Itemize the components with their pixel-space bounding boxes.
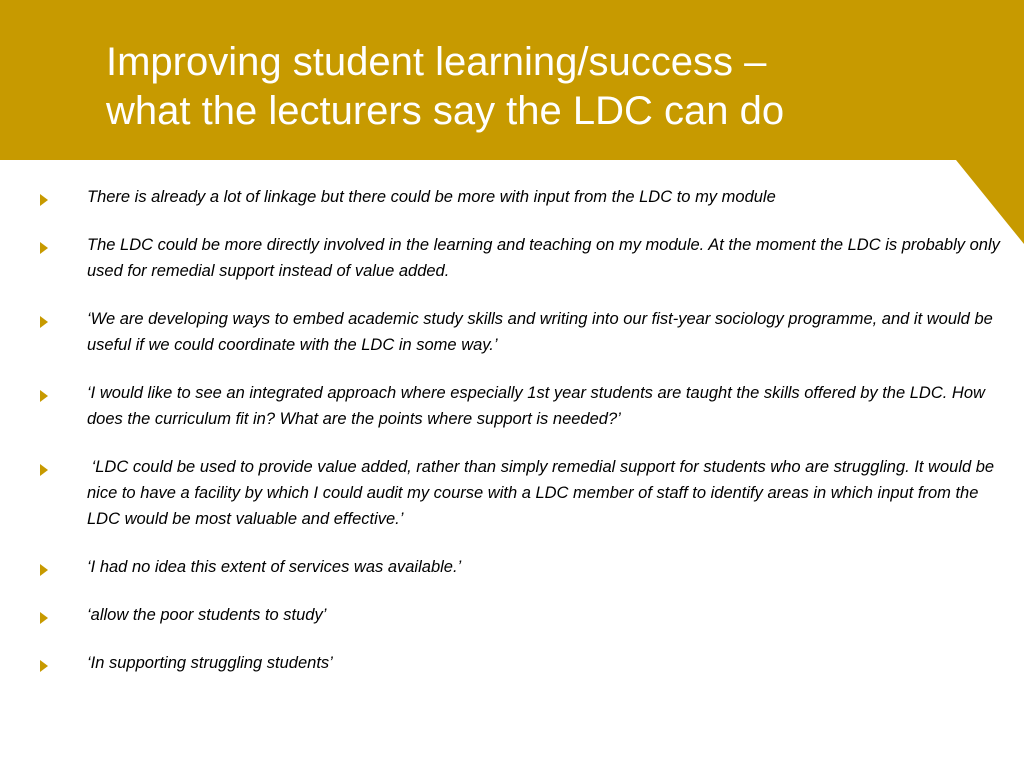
triangle-right-icon [40, 194, 56, 206]
bullet-item [40, 310, 1000, 358]
bullet-text: ‘LDC could be used to provide value added, rather than simply remedial support for students who are struggling. It would be nice to have a facility by which I could audit my course with a LDC member of staff to identify areas in which input from the LDC would be most valuable and effective.’ [87, 458, 999, 528]
triangle-right-icon [40, 464, 56, 476]
triangle-right-icon [40, 612, 56, 624]
slide-title-line: what the lecturers say the LDC can do [106, 89, 785, 133]
triangle-right-icon [40, 316, 56, 328]
bullet-item [40, 558, 1000, 580]
bullet-text: ‘In supporting struggling students’ [87, 654, 333, 672]
triangle-right-icon [40, 660, 56, 672]
triangle-right-icon [40, 242, 56, 254]
bullet-text: ‘allow the poor students to study’ [87, 606, 327, 624]
bullet-text: ‘I would like to see an integrated approach where especially 1st year students are taught the skills offered by the LDC. How does the curriculum fit in? What are the points where support is needed?’ [87, 384, 985, 428]
triangle-right-icon [40, 564, 56, 576]
bullet-item [40, 458, 1000, 532]
triangle-right-icon [40, 390, 56, 402]
bullet-item [40, 606, 1000, 628]
bullet-text: ‘We are developing ways to embed academic study skills and writing into our fist-year sociology programme, and it would be useful if we could coordinate with the LDC in some way.’ [87, 310, 993, 354]
slide-title-line: Improving student learning/success – [106, 40, 767, 84]
bullet-text: ‘I had no idea this extent of services was available.’ [87, 558, 462, 576]
bullet-item [40, 384, 1000, 432]
bullet-text: There is already a lot of linkage but there could be more with input from the LDC to my module [87, 188, 776, 206]
bullet-item [40, 188, 1000, 210]
bullet-item [40, 236, 1000, 284]
bullet-item [40, 654, 1000, 676]
slide-title [106, 38, 986, 136]
bullet-list [40, 188, 1000, 702]
bullet-text: The LDC could be more directly involved in the learning and teaching on my module. At the moment the LDC is probably only used for remedial support instead of value added. [87, 236, 1000, 280]
